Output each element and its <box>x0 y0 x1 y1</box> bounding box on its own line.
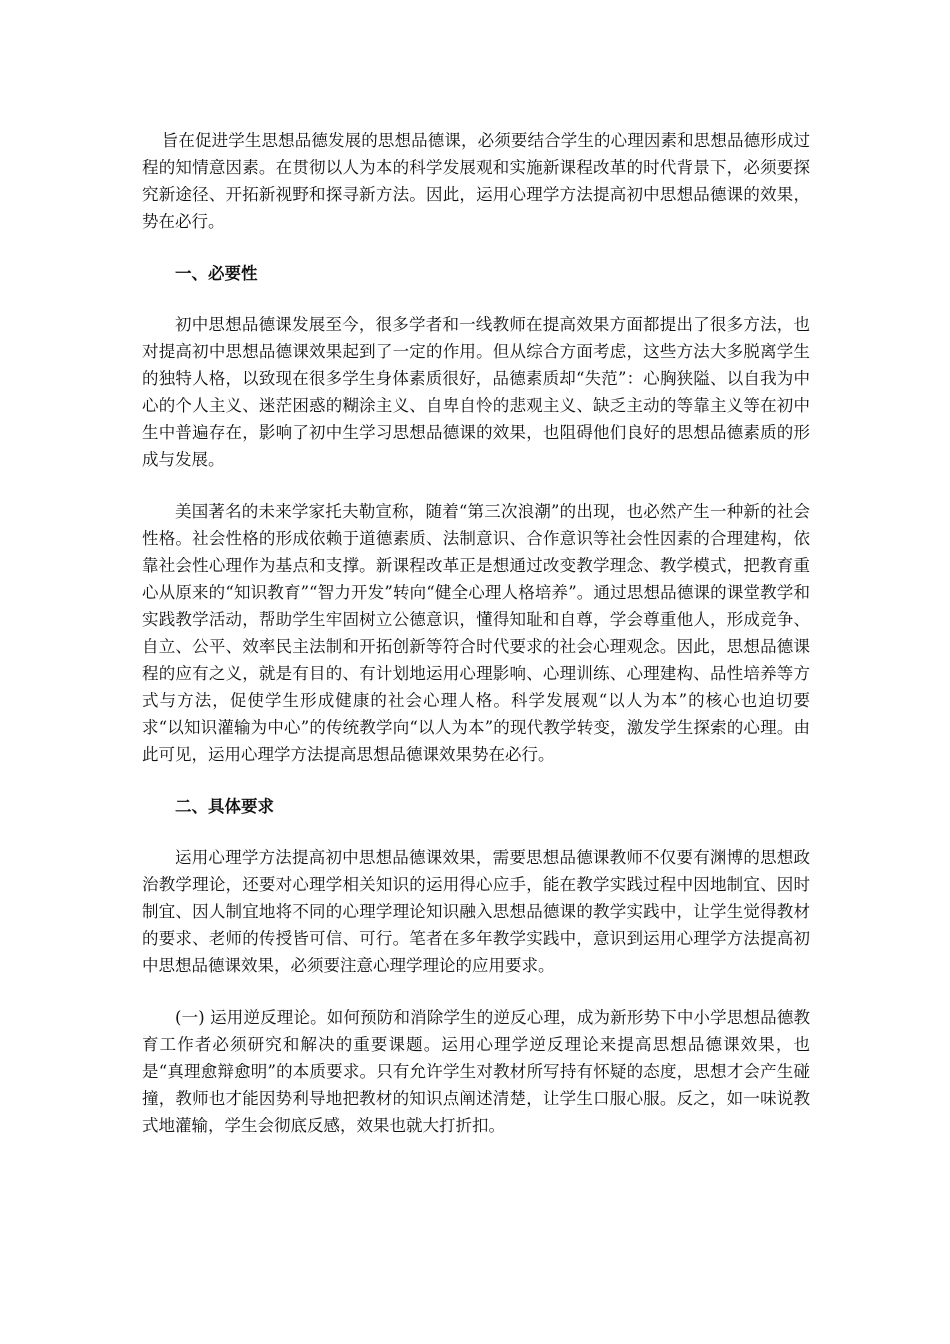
section-heading-necessity: 一、必要性 <box>175 264 258 283</box>
necessity-paragraph-2: 美国著名的未来学家托夫勒宣称，随着“第三次浪潮”的出现，也必然产生一种新的社会性格。社会性格的形成依赖于道德素质、法制意识、合作意识等社会性因素的合理建构，依靠社会性心理作为基点和支撑。新课程改革正是想通过改变教学理念、教学模式，把教育重心从原来的“知识教育”“智力开发”转向“健全心理人格培养”。通过思想品德课的课堂教学和实践教学活动，帮助学生牢固树立公德意识，懂得知耻和自尊，学会尊重他人，形成竞争、自立、公平、效率民主法制和开拓创新等符合时代要求的社会心理观念。因此，思想品德课程的应有之义，就是有目的、有计划地运用心理影响、心理训练、心理建构、品性培养等方式与方法，促使学生形成健康的社会心理人格。科学发展观“以人为本”的核心也迫切要求“以知识灌输为中心”的传统教学向“以人为本”的现代教学转变，激发学生探索的心理。由此可见，运用心理学方法提高思想品德课效果势在必行。 <box>142 502 810 764</box>
requirements-paragraph-1: 运用心理学方法提高初中思想品德课效果，需要思想品德课教师不仅要有渊博的思想政治教学理论，还要对心理学相关知识的运用得心应手，能在教学实践过程中因地制宜、因时制宜、因人制宜地将不同的心理学理论知识融入思想品德课的教学实践中，让学生觉得教材的要求、老师的传授皆可信、可行。笔者在多年教学实践中，意识到运用心理学方法提高初中思想品德课效果，必须要注意心理学理论的应用要求。 <box>142 848 810 975</box>
requirements-paragraph-2: (一) 运用逆反理论。如何预防和消除学生的逆反心理，成为新形势下中小学思想品德教育工作者必须研究和解决的重要课题。运用心理学逆反理论来提高思想品德课效果，也是“真理愈辩愈明”的本质要求。只有允许学生对教材所写持有怀疑的态度，思想才会产生碰撞，教师也才能因势利导地把教材的知识点阐述清楚，让学生口服心服。反之，如一味说教式地灌输，学生会彻底反感，效果也就大打折扣。 <box>142 1008 810 1135</box>
section-heading-requirements: 二、具体要求 <box>175 797 274 816</box>
document-body <box>142 127 810 1164</box>
necessity-paragraph-1: 初中思想品德课发展至今，很多学者和一线教师在提高效果方面都提出了很多方法，也对提高初中思想品德课效果起到了一定的作用。但从综合方面考虑，这些方法大多脱离学生的独特人格，以致现在很多学生身体素质很好，品德素质却“失范”：心胸狭隘、以自我为中心的个人主义、迷茫困惑的糊涂主义、自卑自怜的悲观主义、缺乏主动的等靠主义等在初中生中普遍存在，影响了初中生学习思想品德课的效果，也阻碍他们良好的思想品德素质的形成与发展。 <box>142 315 810 469</box>
intro-paragraph: 旨在促进学生思想品德发展的思想品德课，必须要结合学生的心理因素和思想品德形成过程的知情意因素。在贯彻以人为本的科学发展观和实施新课程改革的时代背景下，必须要探究新途径、开拓新视野和探寻新方法。因此，运用心理学方法提高初中思想品德课的效果，势在必行。 <box>142 131 810 231</box>
